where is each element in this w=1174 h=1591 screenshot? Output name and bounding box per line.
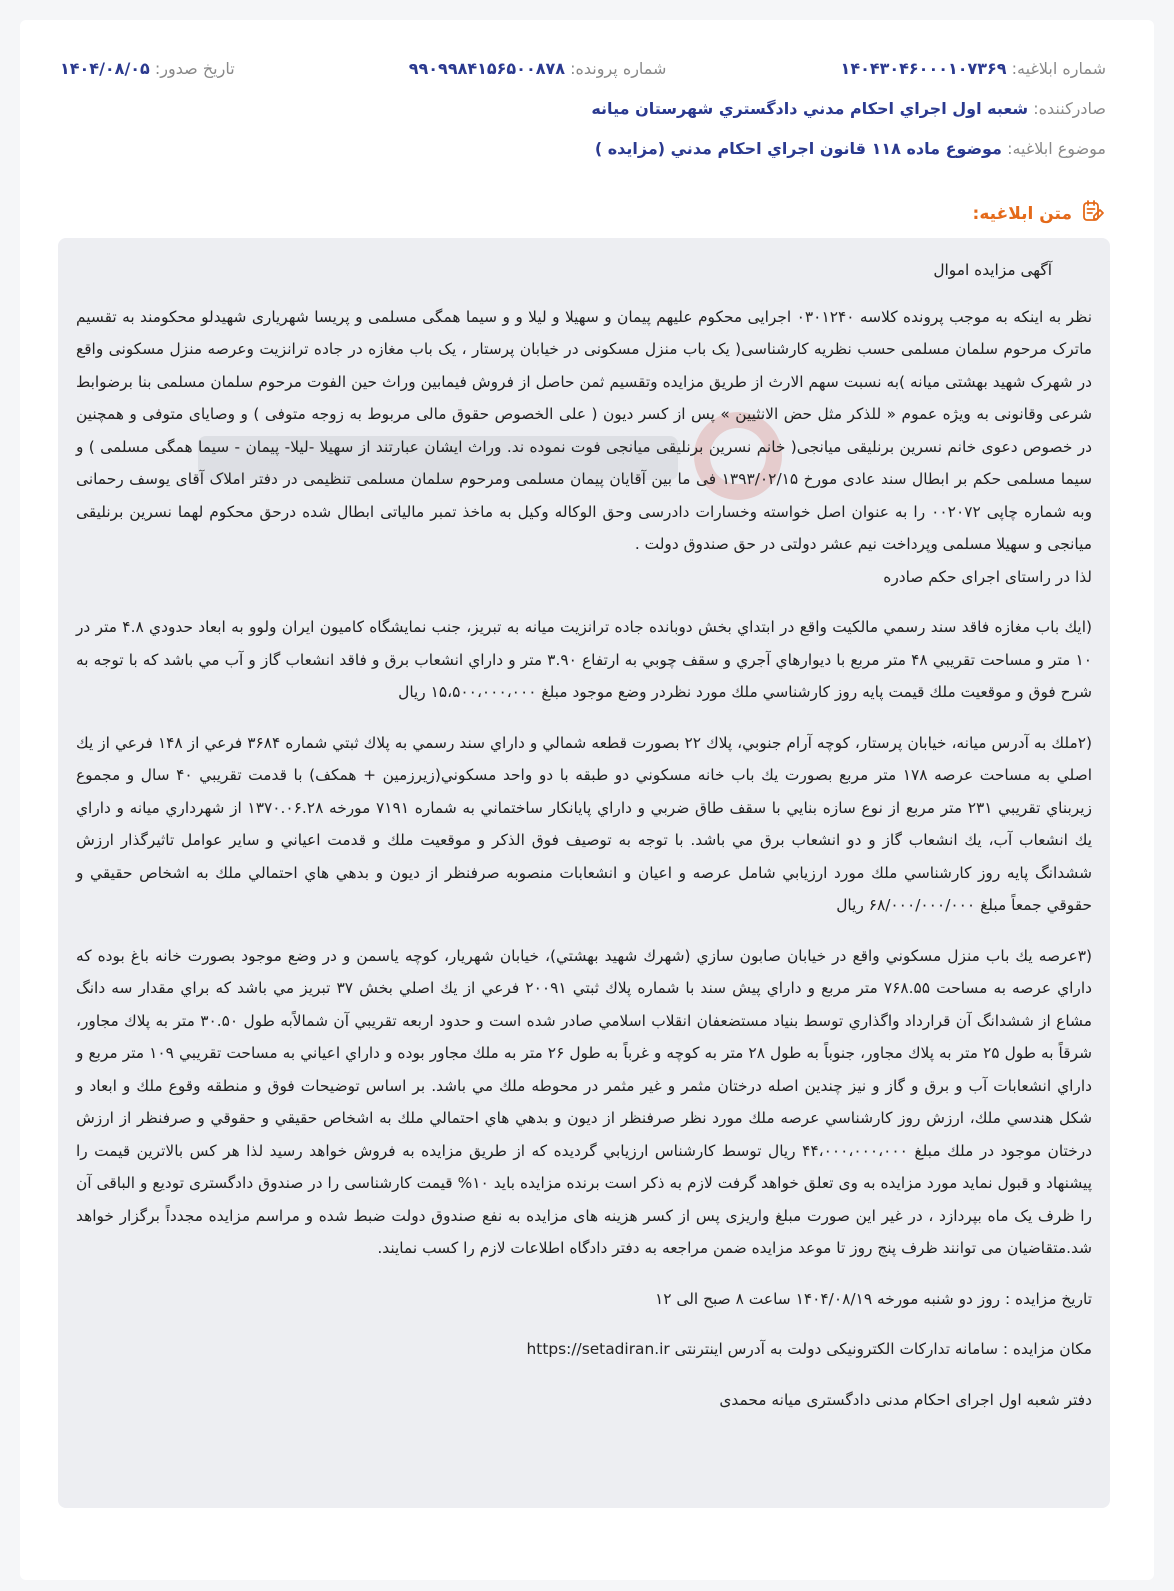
notice-text (76, 254, 1092, 1416)
notice-body (58, 238, 1110, 1508)
section-title-label: متن ابلاغیه: (972, 203, 1072, 224)
issuer-value: شعبه اول اجراي احكام مدني دادگستري شهرستان ميانه (591, 99, 1029, 118)
notice-card (20, 20, 1154, 1580)
subject-value: موضوع ماده ۱۱۸ قانون اجراي احكام مدني (مزايده ) (594, 139, 1002, 158)
section-title (973, 198, 1106, 229)
intro-end: لذا در راستای اجرای حکم صادره (883, 567, 1092, 586)
auction-date: تاریخ مزایده : روز دو شنبه مورخه ۱۴۰۴/۰۸/۱۹ ساعت ۸ صبح الی ۱۲ (654, 1289, 1092, 1308)
issue-date: تاریخ صدور: ۱۴۰۴/۰۸/۰۵ (60, 59, 235, 78)
item-2-house: (۲ملك به آدرس ميانه، خيابان پرستار، كوچه آرام جنوبي، پلاك ۲۲ بصورت قطعه شمالي و داراي سند رسمي به پلاك ثبتي شماره ۳۶۸۴ فرعي از ۱۴۸ فرعي از يك اصلي به مساحت عرصه ۱۷۸ متر مربع بصورت يك باب خانه مسكوني دو طبقه با دو واحد مسكوني(زيرزمين + همكف) با قدمت تقريبي ۴۰ سال و مجموع زيربناي تقريبي ۲۳۱ متر مربع از نوع سازه بنايي با سقف طاق ضربي و داراي پايانكار ساختماني به شماره ۷۱۹۱ مورخه ۱۳۷۰.۰۶.۲۸ از شهرداري ميانه و داراي يك انشعاب آب، يك انشعاب گاز و دو انشعاب برق مي باشد. با توجه به توصيف فوق الذكر و موقعيت ملك و قدمت اعياني و ساير عوامل تاثيرگذار ارزش ششدانگ پايه روز كارشناسي ملك مورد ارزيابي شامل عرصه و اعيان و انشعابات منصوبه صرفنظر از ديون و بدهي هاي احتمالي ملك به اشخاص حقيقي و حقوقي جمعاً مبلغ ۶۸/۰۰۰/۰۰۰/۰۰۰ ريال (76, 733, 1093, 914)
item-1-shop: (ایك باب مغازه فاقد سند رسمي مالكيت واقع در ابتداي بخش دوبانده جاده ترانزيت ميانه به تبريز، جنب نمايشگاه كاميون ايران ولوو به ابعاد حدودي ۴.۸ متر در ۱۰ متر و مساحت تقريبي ۴۸ متر مربع با ديوارهاي آجري و سقف چوبي به ارتفاع ۳.۹۰ متر و داراي انشعاب برق و فاقد انشعاب گاز و آب مي باشد كه با توجه به شرح فوق و موقعيت ملك قيمت پايه روز كارشناسي ملك مورد نظردر وضع موجود مبلغ ۱۵،۵۰۰،۰۰۰،۰۰۰ ريال (76, 618, 1092, 701)
intro-paragraph: نظر به اینکه به موجب پرونده کلاسه ۰۳۰۱۲۴۰ اجرایی محکوم علیهم پیمان و سهیلا و لیلا و و سیما همگی مسلمی و پریسا شهریاری شهیدلو محکومند به تقسیم ماترک مرحوم سلمان مسلمی حسب نظریه کارشناسی( یک باب منزل مسکونی در خیابان پرستار ، یک باب مغازه در جاده ترانزیت وعرصه منزل مسکونی واقع در شهرک شهید بهشتی میانه )به نسبت سهم الارث از طریق مزایده وتقسیم ثمن حاصل از فروش فیمابین وراث حین الفوت مرحوم سلمان مسلمی بنا برضوابط شرعی وقانونی به ویژه عموم « للذکر مثل حض الانثیین » پس از کسر دیون ( علی الخصوص حقوق مالی مربوط به زوجه متوفی ) و وصایای متوفی و همچنین در خصوص دعوی خانم نسرین برنلیقی میانجی( خانم نسرین برنلیقی میانجی فوت نموده ند. وراث ایشان عبارتند از سهیلا -لیلا- پیمان - سیما همگی مسلمی ) و سیما مسلمی حکم بر ابطال سند عادی مورخ ۱۳۹۳/۰۲/۱۵ فی ما بین آقایان پیمان مسلمی ومرحوم سلمان مسلمی تنظیمی در دفتر املاک آقای یوسف رحمانی وبه شماره چاپی ۰۰۲۰۷۲ را به عنوان اصل خواسته وخسارات دادرسی وحق الوکاله وکیل به ماخذ تمبر مالیاتی ابطال شده درحق محکوم لهما نسرین برنلیقی میانجی و سهیلا مسلمی وپرداخت نیم عشر دولتی در حق صندوق دولت . (76, 307, 1093, 553)
meta-top-row (60, 58, 1106, 80)
item-3-land: (۳عرصه يك باب منزل مسكوني واقع در خيابان صابون سازي (شهرك شهيد بهشتي)، خيابان شهريار، كوچه ياسمن و در وضع موجود بصورت خانه باغ بوده كه داراي عرصه به مساحت ۷۶۸.۵۵ متر مربع و داراي پيش سند با شماره پلاك ثبتي ۲۰۰۹۱ فرعي از يك اصلي بخش ۳۷ تبريز مي باشد كه براي مقدار سه دانگ مشاع از ششدانگ آن قرارداد واگذاري توسط بنياد مستضعفان انقلاب اسلامي صادر شده است و حدود اربعه تقريبي آن شمالاًبه طول ۳۰.۵۰ متر به پلاك مجاور، شرقاً به طول ۲۵ متر به پلاك مجاور، جنوباً به طول ۲۸ متر به كوچه و غرباً به طول ۲۶ متر به ملك مجاور بوده و داراي اعياني به مساحت تقريبي ۱۰۹ متر مربع و داراي انشعابات آب و برق و گاز و نيز چندين اصله درختان مثمر و غير مثمر در محوطه ملك مي باشد. بر اساس توضيحات فوق و منطقه وقوع ملك و ابعاد و شكل هندسي ملك، ارزش روز كارشناسي عرصه ملك مورد نظر صرفنظر از ديون و بدهي هاي احتمالي ملك به اشخاص حقيقي و حقوقي و صرفنظر از ارزش درختان موجود در ملك مبلغ ۴۴،۰۰۰،۰۰۰،۰۰۰ ريال توسط كارشناس ارزيابي گرديده كه از طريق مزايده به فروش خواهد رسید لذا هر کس بالاترین قیمت را پیشنهاد و قبول نماید مورد مزایده به وی تعلق خواهد گرفت لازم به ذکر است برنده مزایده باید ۱۰% قیمت کارشناسی را در صندوق دادگستری تودیع و الباقی آن را ظرف یک ماه بپردازد ، در غیر این صورت مبلغ واریزی پس از کسر هزینه های مزایده به نفع صندوق دولت ضبط شده و مراسم مزایده مجدداً برگزار خواهد شد.متقاضیان می توانند ظرف پنج روز تا موعد مزایده ضمن مراجعه به دفتر دادگاه اطلاعات لازم را کسب نمایند. (76, 946, 1093, 1257)
signature: دفتر شعبه اول اجرای احکام مدنی دادگستری میانه محمدی (719, 1390, 1092, 1409)
issuer-row: صادرکننده: شعبه اول اجراي احكام مدني دادگستري شهرستان ميانه (591, 99, 1106, 118)
subject-row: موضوع ابلاغیه: موضوع ماده ۱۱۸ قانون اجراي احكام مدني (مزايده ) (594, 139, 1106, 158)
auction-title: آگهی مزایده اموال (933, 261, 1052, 279)
auction-place: مکان مزایده : سامانه تدارکات الکترونیکی دولت به آدرس اینترنتی https://setadiran.ir (526, 1340, 1092, 1358)
case-number: شماره پرونده: ۹۹۰۹۹۸۴۱۵۶۵۰۰۸۷۸ (408, 59, 667, 78)
auction-url-link[interactable]: https://setadiran.ir (526, 1340, 670, 1358)
document-pen-icon (1080, 198, 1106, 229)
notice-number: شماره ابلاغیه: ۱۴۰۴۳۰۴۶۰۰۰۱۰۷۳۶۹ (840, 59, 1106, 78)
